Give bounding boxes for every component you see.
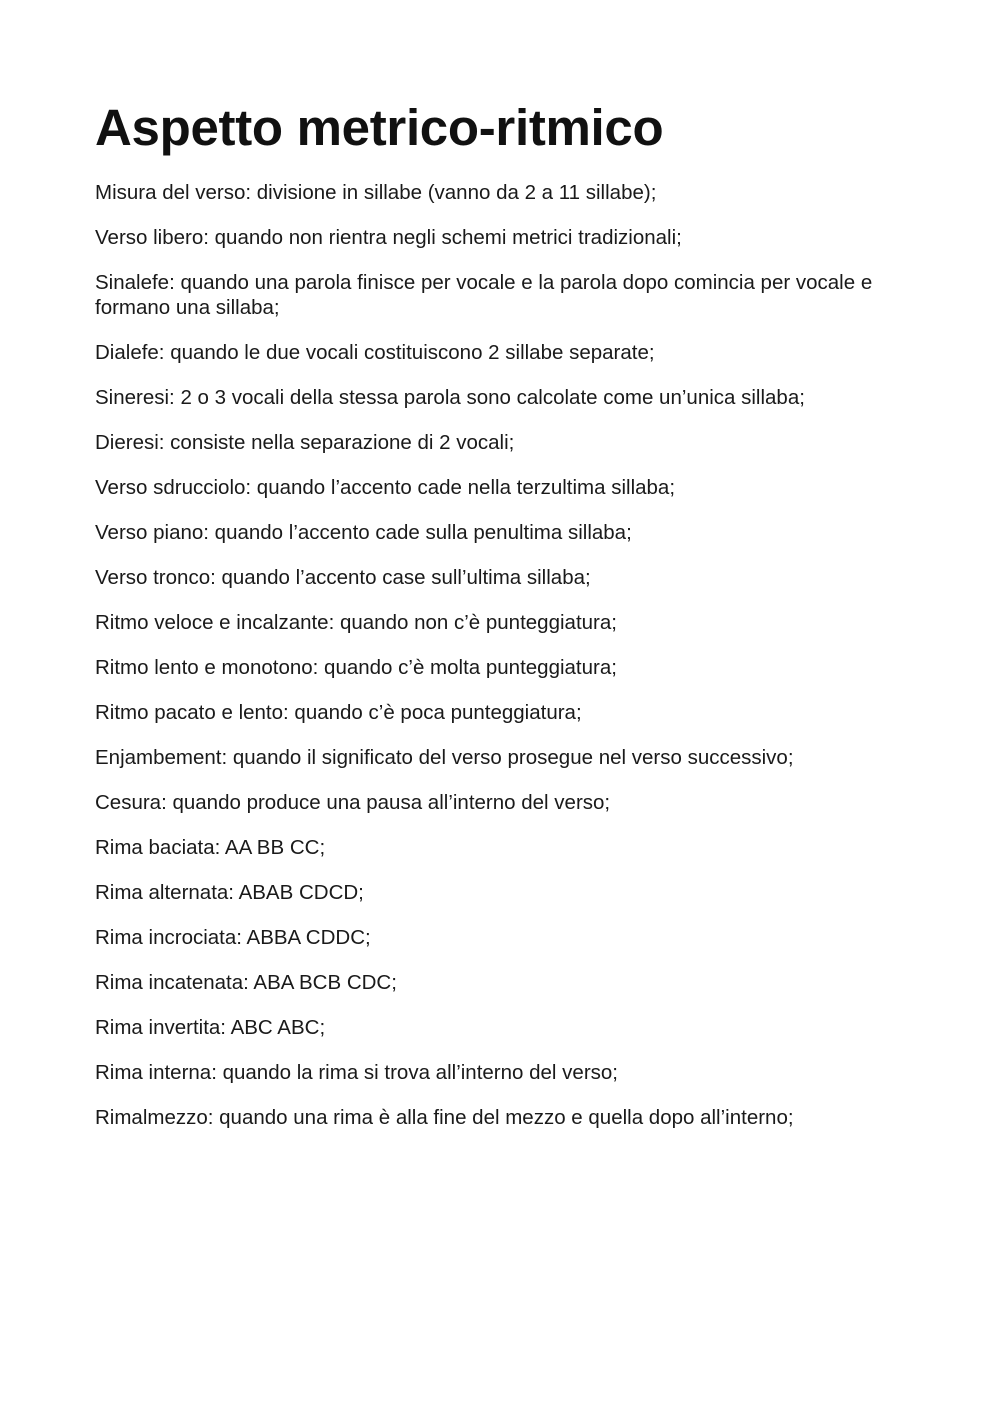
- definition-line: Verso tronco: quando l’accento case sull’ultima sillaba;: [95, 566, 591, 589]
- definition-line: Sinalefe: quando una parola finisce per vocale e la parola dopo comincia per vocale e formano una sillaba;: [95, 271, 873, 319]
- definition-line: Misura del verso: divisione in sillabe (vanno da 2 a 11 sillabe);: [95, 181, 657, 204]
- definition-line: Ritmo veloce e incalzante: quando non c’è punteggiatura;: [95, 611, 617, 634]
- definition-line: Sineresi: 2 o 3 vocali della stessa parola sono calcolate come un’unica sillaba;: [95, 386, 805, 409]
- definition-line: Ritmo lento e monotono: quando c’è molta punteggiatura;: [95, 656, 617, 679]
- page-title: Aspetto metrico-ritmico: [95, 99, 664, 156]
- definition-line: Verso sdrucciolo: quando l’accento cade nella terzultima sillaba;: [95, 476, 676, 499]
- definition-line: Rimalmezzo: quando una rima è alla fine del mezzo e quella dopo all’interno;: [95, 1106, 794, 1129]
- definition-line: Ritmo pacato e lento: quando c’è poca punteggiatura;: [95, 701, 582, 724]
- definition-line: Enjambement: quando il significato del verso prosegue nel verso successivo;: [95, 746, 794, 769]
- definition-line: Rima alternata: ABAB CDCD;: [95, 881, 364, 904]
- definition-list: [95, 180, 895, 1130]
- document-page: [95, 96, 895, 1150]
- definition-line: Cesura: quando produce una pausa all’interno del verso;: [95, 791, 611, 814]
- definition-line: Rima incrociata: ABBA CDDC;: [95, 926, 371, 949]
- definition-line: Rima invertita: ABC ABC;: [95, 1016, 326, 1039]
- definition-line: Rima interna: quando la rima si trova all’interno del verso;: [95, 1061, 619, 1084]
- definition-line: Dieresi: consiste nella separazione di 2 vocali;: [95, 431, 515, 454]
- definition-line: Verso piano: quando l’accento cade sulla penultima sillaba;: [95, 521, 632, 544]
- definition-line: Verso libero: quando non rientra negli schemi metrici tradizionali;: [95, 226, 682, 249]
- definition-line: Rima incatenata: ABA BCB CDC;: [95, 971, 397, 994]
- definition-line: Rima baciata: AA BB CC;: [95, 836, 326, 859]
- definition-line: Dialefe: quando le due vocali costituiscono 2 sillabe separate;: [95, 341, 655, 364]
